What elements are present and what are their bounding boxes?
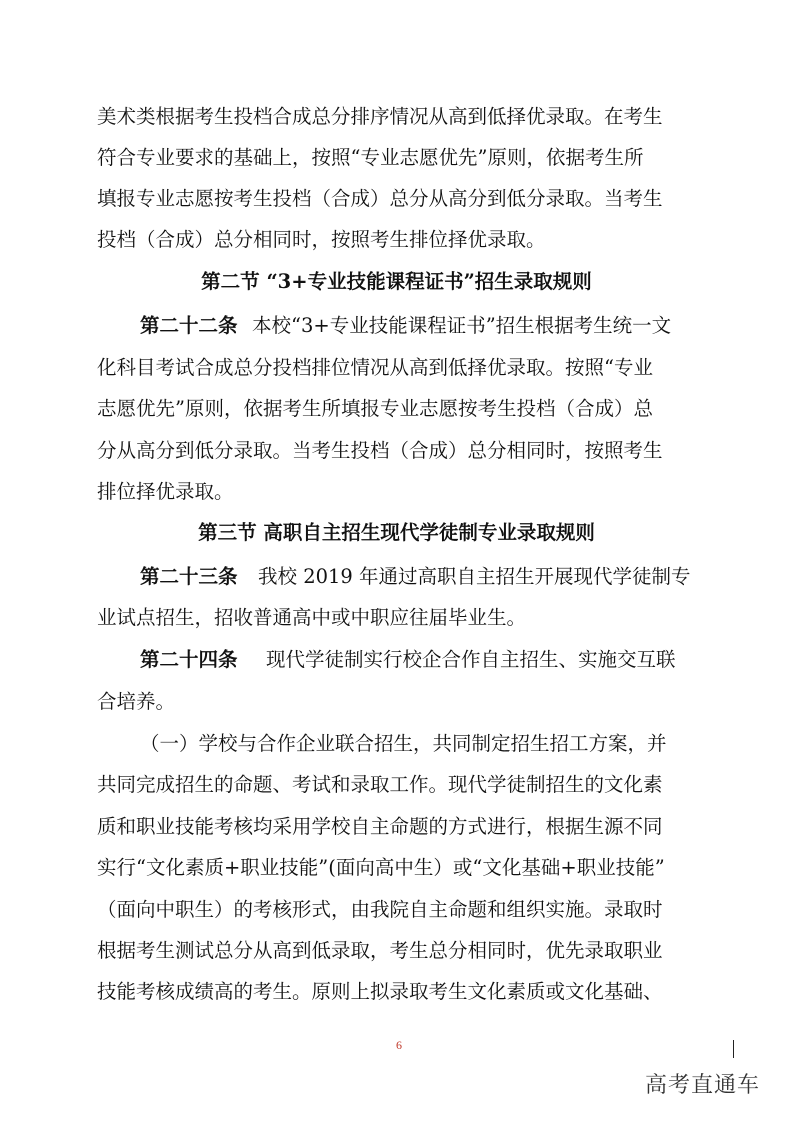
paragraph-line — [0, 348, 793, 388]
paragraph-line — [0, 724, 793, 764]
section3-title: 第三节 高职自主招生现代学徒制专业录取规则 — [198, 521, 595, 544]
article-24-label: 第二十四条 — [140, 648, 238, 671]
article-24-first-line — [0, 640, 793, 680]
paragraph-line — [0, 682, 793, 722]
text: 质和职业技能考核均采用学校自主命题的方式进行，根据生源不同 — [97, 815, 663, 838]
watermark: 高考直通车 — [645, 1073, 761, 1098]
paragraph-line — [0, 431, 793, 471]
margin-mark — [733, 1040, 734, 1058]
text: 美术类根据考生投档合成总分排序情况从高到低择优录取。在考生 — [97, 105, 663, 128]
text: 根据考生测试总分从高到低录取，考生总分相同时，优先录取职业 — [97, 939, 663, 962]
text: （一）学校与合作企业联合招生，共同制定招生招工方案，并 — [140, 732, 667, 755]
section-heading — [0, 513, 793, 553]
article-23-first-line — [0, 557, 793, 597]
paragraph-line — [0, 472, 793, 512]
text: 共同完成招生的命题、考试和录取工作。现代学徒制招生的文化素 — [97, 773, 663, 796]
paragraph-line — [0, 220, 793, 260]
paragraph-line — [0, 931, 793, 971]
text: 业试点招生，招收普通高中或中职应往届毕业生。 — [97, 606, 527, 629]
text: 投档（合成）总分相同时，按照考生排位择优录取。 — [97, 228, 546, 251]
article-23-label: 第二十三条 — [140, 565, 238, 588]
text: （面向中职生）的考核形式，由我院自主命题和组织实施。录取时 — [97, 898, 663, 921]
text: 符合专业要求的基础上，按照“专业志愿优先”原则，依据考生所 — [97, 146, 644, 169]
text: 我校 2019 年通过高职自主招生开展现代学徒制专 — [258, 565, 691, 588]
paragraph-line — [0, 179, 793, 219]
text: 排位择优录取。 — [97, 480, 234, 503]
paragraph-line — [0, 598, 793, 638]
text: 化科目考试合成总分投档排位情况从高到低择优录取。按照“专业 — [97, 356, 653, 379]
page-number: 6 — [396, 1038, 402, 1052]
paragraph-line — [0, 389, 793, 429]
paragraph-line — [0, 765, 793, 805]
text: 分从高分到低分录取。当考生投档（合成）总分相同时，按照考生 — [97, 439, 663, 462]
paragraph-line — [0, 848, 793, 888]
paragraph-line — [0, 97, 793, 137]
paragraph-line — [0, 890, 793, 930]
section2-title: 第二节 “3+专业技能课程证书”招生录取规则 — [201, 270, 592, 293]
paragraph-line — [0, 972, 793, 1012]
text: 填报专业志愿按考生投档（合成）总分从高分到低分录取。当考生 — [97, 187, 663, 210]
paragraph-line — [0, 807, 793, 847]
text: 实行“文化素质+职业技能”(面向高中生）或“文化基础+职业技能” — [97, 856, 665, 879]
text: 合培养。 — [97, 690, 176, 713]
article-22-first-line — [0, 306, 793, 346]
article-22-label: 第二十二条 — [140, 314, 238, 337]
paragraph-line — [0, 138, 793, 178]
text: 技能考核成绩高的考生。原则上拟录取考生文化素质或文化基础、 — [97, 980, 663, 1003]
section-heading — [0, 262, 793, 302]
text: 本校“3+专业技能课程证书”招生根据考生统一文 — [252, 314, 672, 337]
text: 志愿优先”原则，依据考生所填报专业志愿按考生投档（合成）总 — [97, 397, 653, 420]
text: 现代学徒制实行校企合作自主招生、实施交互联 — [266, 648, 676, 671]
